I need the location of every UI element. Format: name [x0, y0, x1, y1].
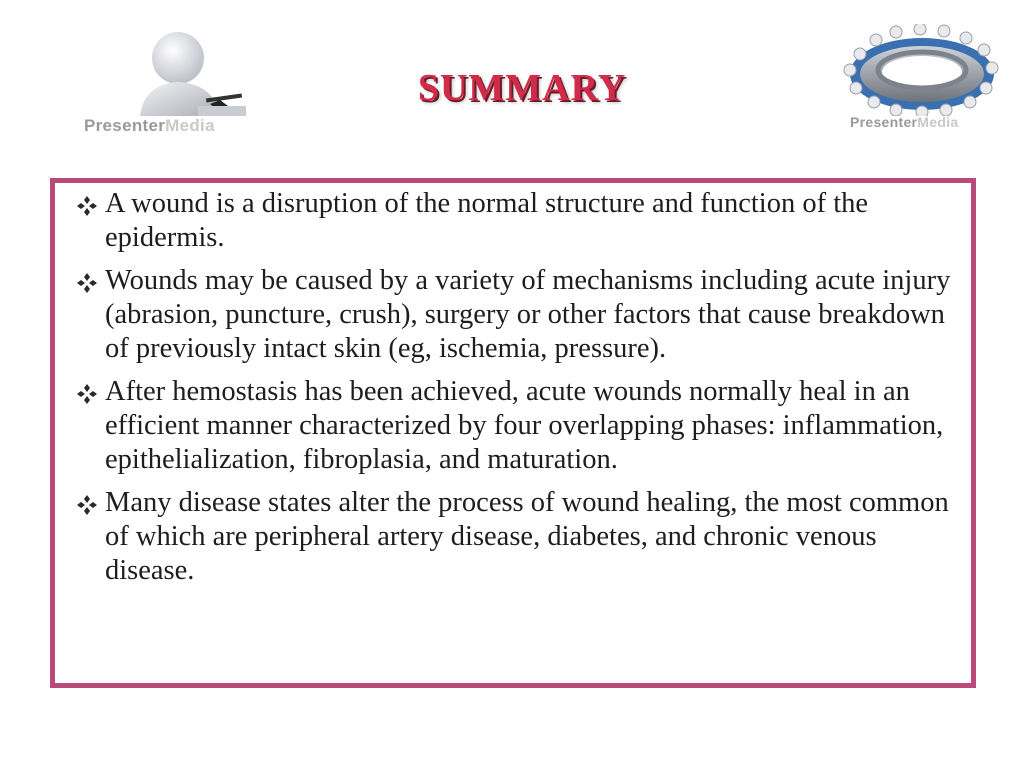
bullet-item: [75, 375, 963, 477]
logo-right-brand-b: Media: [917, 114, 959, 130]
bullet-text: After hemostasis has been achieved, acute wounds normally heal in an efficient manner characterized by four overlapping phases: inflammation, epithelialization, fibroplasia, and maturation.: [105, 376, 944, 475]
teamwork-ring-icon: [838, 24, 1008, 116]
bullet-item: [75, 264, 963, 366]
diamond-bullet-icon: [75, 493, 99, 517]
diamond-bullet-icon: [75, 271, 99, 295]
logo-right-brand-a: Presenter: [850, 114, 918, 130]
bullet-item: [75, 486, 963, 588]
logo-right-brand: [850, 114, 958, 130]
bullet-text: A wound is a disruption of the normal structure and function of the epidermis.: [105, 188, 869, 253]
bullet-text: Wounds may be caused by a variety of mechanisms including acute injury (abrasion, puncture, crush), surgery or other factors that cause breakdown of previously intact skin (eg, ischemia, pressure).: [105, 265, 951, 364]
bullet-item: [75, 187, 963, 255]
slide-title: SUMMARY: [417, 67, 627, 109]
summary-bullet-list: [55, 183, 971, 588]
diamond-bullet-icon: [75, 194, 99, 218]
presenter-media-logo-right: [838, 24, 1008, 136]
logo-left-brand-b: Media: [165, 116, 215, 135]
summary-content-box: [50, 178, 976, 688]
logo-left-brand-a: Presenter: [84, 116, 166, 135]
bullet-text: Many disease states alter the process of wound healing, the most common of which are peripheral artery disease, diabetes, and chronic venous disease.: [105, 487, 949, 586]
diamond-bullet-icon: [75, 382, 99, 406]
logo-left-brand: [84, 116, 215, 136]
